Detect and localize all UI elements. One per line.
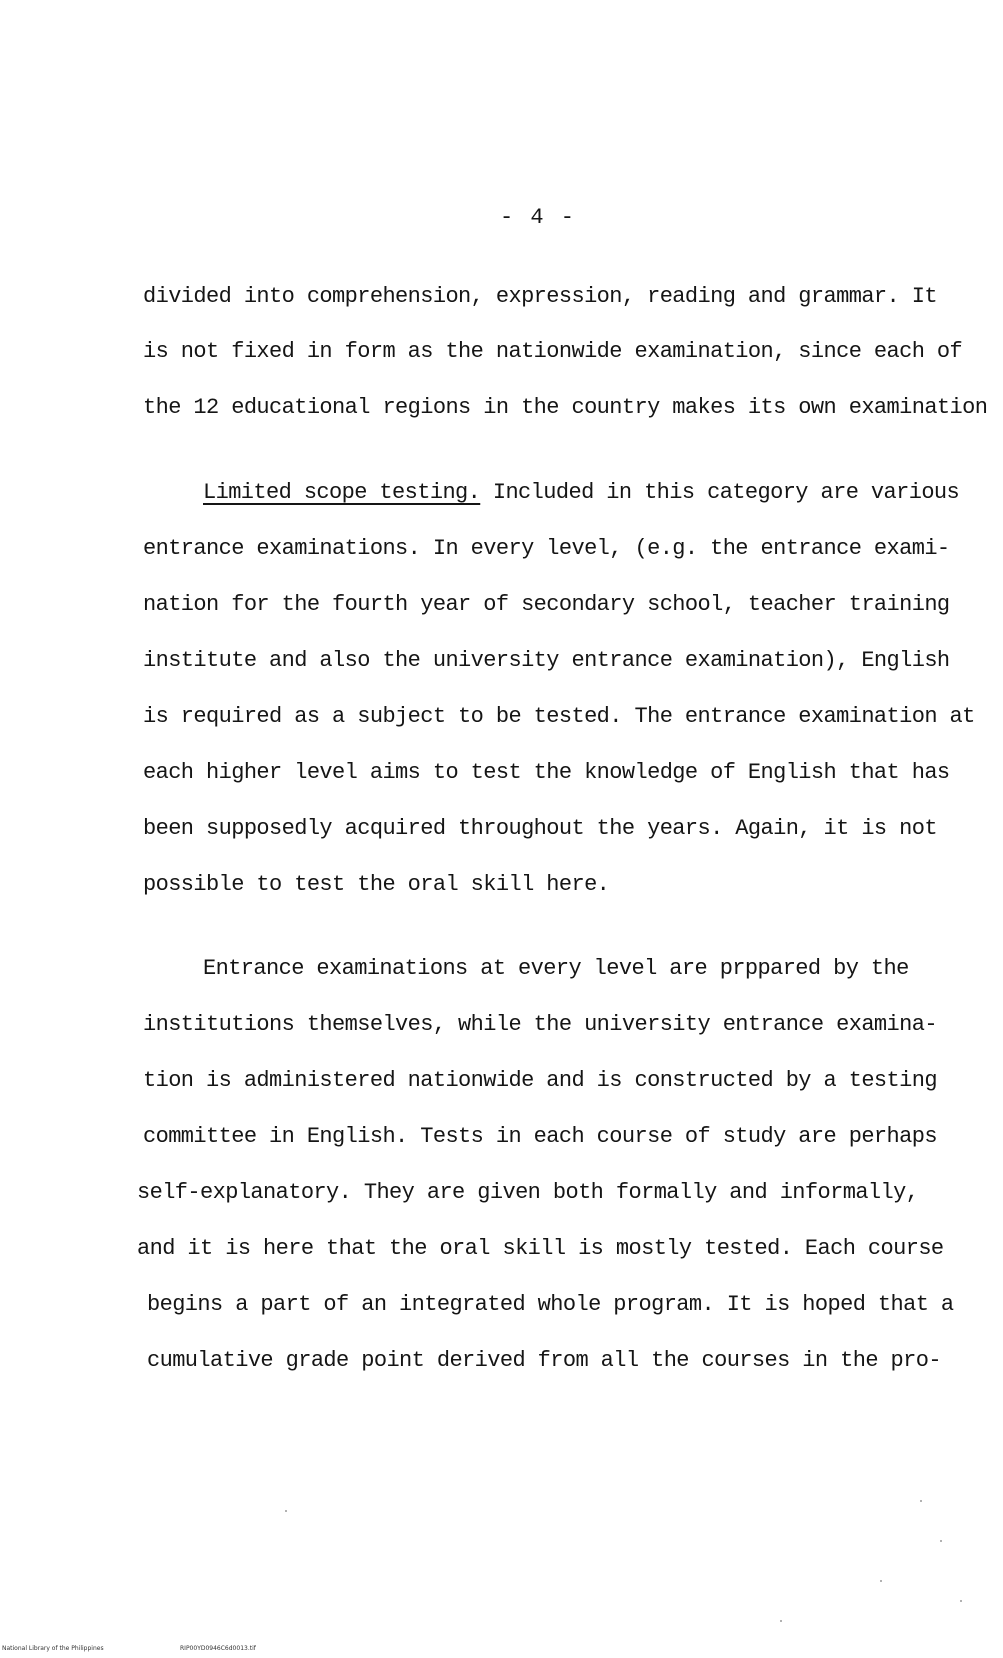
text-line: Included in this category are various	[480, 480, 960, 505]
text-line: the 12 educational regions in the country makes its own examination	[143, 395, 988, 420]
footer-library: National Library of the Philippines	[2, 1645, 104, 1652]
text-line: is required as a subject to be tested. The entrance examination at	[143, 704, 975, 729]
scan-speck	[285, 1510, 287, 1512]
page-number: - 4 -	[500, 205, 577, 230]
text-line: possible to test the oral skill here.	[143, 872, 610, 897]
scan-speck	[940, 1540, 942, 1542]
section-heading: Limited scope testing.	[203, 480, 481, 505]
text-line: begins a part of an integrated whole program. It is hoped that a	[147, 1292, 954, 1317]
scan-speck	[880, 1580, 882, 1582]
scan-speck	[960, 1600, 962, 1602]
text-line: is not fixed in form as the nationwide examination, since each of	[143, 339, 963, 364]
text-line: self-explanatory. They are given both formally and informally,	[137, 1180, 919, 1205]
text-line: cumulative grade point derived from all the courses in the pro-	[147, 1348, 941, 1373]
text-line: Entrance examinations at every level are prppared by the	[203, 956, 909, 981]
text-line: been supposedly acquired throughout the years. Again, it is not	[143, 816, 937, 841]
footer-file-id: RIP00YD0946C6d0013.tif	[180, 1645, 256, 1652]
text-line: entrance examinations. In every level, (e.g. the entrance exami-	[143, 536, 950, 561]
text-line: institutions themselves, while the university entrance examina-	[143, 1012, 937, 1037]
text-line: institute and also the university entrance examination), English	[143, 648, 950, 673]
text-line: nation for the fourth year of secondary school, teacher training	[143, 592, 950, 617]
text-line: and it is here that the oral skill is mostly tested. Each course	[137, 1236, 944, 1261]
paragraph-first-line	[203, 479, 959, 507]
text-line: each higher level aims to test the knowledge of English that has	[143, 760, 950, 785]
text-line: tion is administered nationwide and is constructed by a testing	[143, 1068, 937, 1093]
scan-speck	[780, 1620, 782, 1622]
text-line: divided into comprehension, expression, reading and grammar. It	[143, 284, 937, 309]
scan-speck	[920, 1500, 922, 1502]
text-line: committee in English. Tests in each course of study are perhaps	[143, 1124, 937, 1149]
